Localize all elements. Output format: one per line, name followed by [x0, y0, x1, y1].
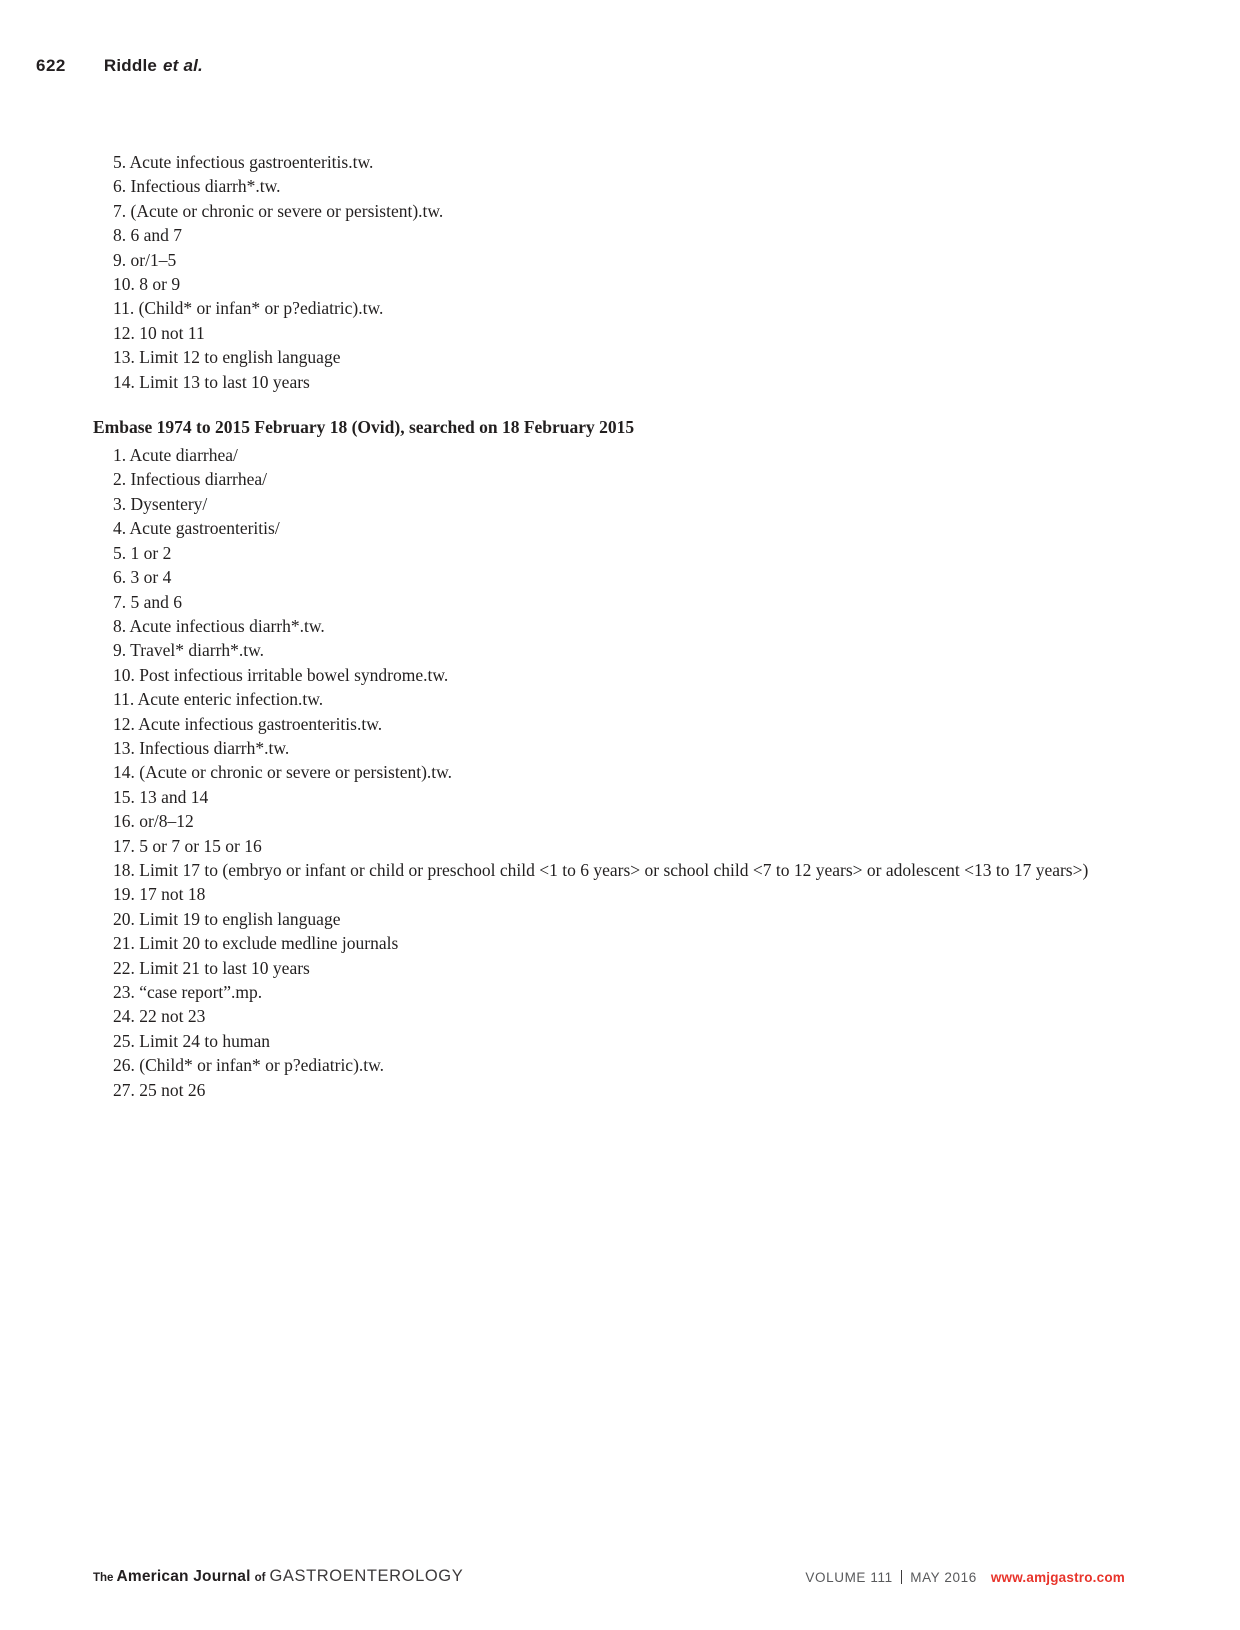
search-step: 7. 5 and 6 — [113, 591, 183, 612]
journal-name-footer — [93, 1567, 463, 1586]
embase-section-heading: Embase 1974 to 2015 February 18 (Ovid), searched on 18 February 2015 — [93, 417, 635, 438]
search-step: 3. Dysentery/ — [113, 493, 208, 514]
search-step: 5. Acute infectious gastroenteritis.tw. — [113, 152, 374, 172]
journal-of: of — [254, 1572, 266, 1584]
footer-divider — [901, 1570, 903, 1584]
search-step: 11. (Child* or infan* or p?ediatric).tw. — [113, 298, 384, 319]
search-step: 5. 1 or 2 — [113, 542, 172, 563]
search-step: 2. Infectious diarrhea/ — [113, 469, 268, 490]
search-step: 11. Acute enteric infection.tw. — [113, 689, 324, 710]
search-step: 9. Travel* diarrh*.tw. — [113, 640, 265, 661]
search-step: 14. Limit 13 to last 10 years — [113, 371, 310, 392]
page-number: 622 — [36, 56, 66, 75]
search-step: 7. (Acute or chronic or severe or persistent).tw. — [113, 200, 444, 221]
search-step: 23. “case report”.mp. — [113, 982, 263, 1002]
issue-footer — [805, 1568, 1125, 1585]
search-step: 1. Acute diarrhea/ — [113, 445, 238, 466]
search-strategy-content — [93, 150, 1180, 1102]
search-step: 13. Limit 12 to english language — [113, 347, 341, 368]
search-step: 18. Limit 17 to (embryo or infant or child or preschool child <1 to 6 years> or school child <7 to 12 years> or adolescent <13 to 17 years>) — [113, 859, 1089, 880]
search-step: 12. 10 not 11 — [113, 322, 205, 343]
search-step: 13. Infectious diarrh*.tw. — [113, 737, 290, 758]
search-step: 20. Limit 19 to english language — [113, 908, 341, 929]
search-step: 19. 17 not 18 — [113, 884, 206, 905]
search-step: 10. Post infectious irritable bowel syndrome.tw. — [113, 664, 449, 685]
search-step: 21. Limit 20 to exclude medline journals — [113, 933, 399, 954]
search-step: 25. Limit 24 to human — [113, 1030, 271, 1051]
search-step: 14. (Acute or chronic or severe or persistent).tw. — [113, 762, 453, 783]
search-step: 8. Acute infectious diarrh*.tw. — [113, 615, 325, 636]
search-step: 26. (Child* or infan* or p?ediatric).tw. — [113, 1055, 385, 1076]
search-step: 12. Acute infectious gastroenteritis.tw. — [113, 713, 383, 734]
search-step: 27. 25 not 26 — [113, 1079, 206, 1100]
embase-search-list — [93, 443, 1180, 1102]
search-step: 24. 22 not 23 — [113, 1006, 206, 1027]
search-step: 9. or/1–5 — [113, 249, 177, 270]
search-step: 6. Infectious diarrh*.tw. — [113, 176, 281, 197]
journal-the: The — [93, 1572, 114, 1584]
search-step: 10. 8 or 9 — [113, 274, 181, 295]
search-step: 22. Limit 21 to last 10 years — [113, 957, 310, 978]
running-title-etal: et al. — [163, 56, 203, 75]
search-step: 16. or/8–12 — [113, 811, 194, 832]
issue-date: MAY 2016 — [910, 1570, 977, 1585]
journal-website-link[interactable]: www.amjgastro.com — [990, 1570, 1125, 1585]
running-title-name: Riddle — [103, 56, 158, 75]
search-step: 4. Acute gastroenteritis/ — [113, 518, 280, 539]
search-step: 15. 13 and 14 — [113, 786, 209, 807]
search-step: 6. 3 or 4 — [113, 567, 172, 588]
search-step: 8. 6 and 7 — [113, 225, 183, 246]
running-title — [104, 56, 203, 76]
medline-search-list — [93, 150, 1180, 394]
volume-label: VOLUME 111 — [805, 1570, 893, 1585]
journal-name: American Journal — [116, 1568, 251, 1585]
search-step: 17. 5 or 7 or 15 or 16 — [113, 835, 262, 856]
journal-caps: GASTROENTEROLOGY — [269, 1567, 464, 1585]
running-header — [36, 56, 203, 76]
